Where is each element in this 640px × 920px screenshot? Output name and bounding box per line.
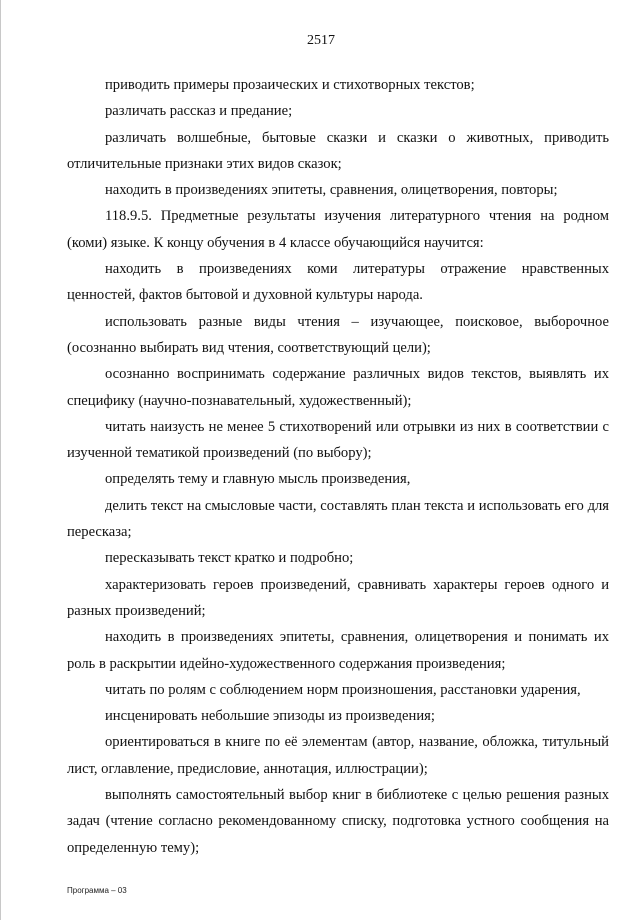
paragraph: читать по ролям с соблюдением норм произношения, расстановки ударения, [105,681,581,698]
paragraph: различать волшебные, бытовые сказки и сказки о животных, приводить отличительные признаки этих видов сказок; [67,129,609,172]
paragraph: инсценировать небольшие эпизоды из произведения; [105,708,435,725]
paragraph: находить в произведениях эпитеты, сравнения, олицетворения, повторы; [105,182,558,199]
paragraph: находить в произведениях эпитеты, сравнения, олицетворения и понимать их роль в раскрытии идейно-художественного содержания произведения; [67,629,609,672]
footer-program-label: Программа – 03 [67,886,127,895]
paragraph: характеризовать героев произведений, сравнивать характеры героев одного и разных произведений; [67,576,609,619]
paragraph: приводить примеры прозаических и стихотворных текстов; [105,77,475,93]
section-heading-paragraph: 118.9.5. Предметные результаты изучения литературного чтения на родном (коми) языке. К концу обучения в 4 классе обучающийся научится: [67,208,609,251]
paragraph: различать рассказ и предание; [105,103,293,120]
paragraph: определять тему и главную мысль произведения, [105,471,411,488]
page-number: 2517 [307,33,335,48]
document-body [67,72,609,861]
paragraph: выполнять самостоятельный выбор книг в библиотеке с целью решения разных задач (чтение согласно рекомендованному списку, подготовка устного сообщения на определенную тему); [67,787,609,856]
paragraph: ориентироваться в книге по её элементам (автор, название, обложка, титульный лист, оглавление, предисловие, аннотация, иллюстрации); [67,734,609,777]
paragraph: пересказывать текст кратко и подробно; [105,550,354,567]
paragraph: читать наизусть не менее 5 стихотворений или отрывки из них в соответствии с изученной тематикой произведений (по выбору); [67,418,609,462]
paragraph: делить текст на смысловые части, составлять план текста и использовать его для пересказа; [67,497,609,541]
paragraph: находить в произведениях коми литературы отражение нравственных ценностей, фактов бытовой и духовной культуры народа. [67,261,609,304]
paragraph: использовать разные виды чтения – изучающее, поисковое, выборочное (осознанно выбирать вид чтения, соответствующий цели); [67,313,609,356]
paragraph: осознанно воспринимать содержание различных видов текстов, выявлять их специфику (научно-познавательный, художественный); [67,366,609,409]
